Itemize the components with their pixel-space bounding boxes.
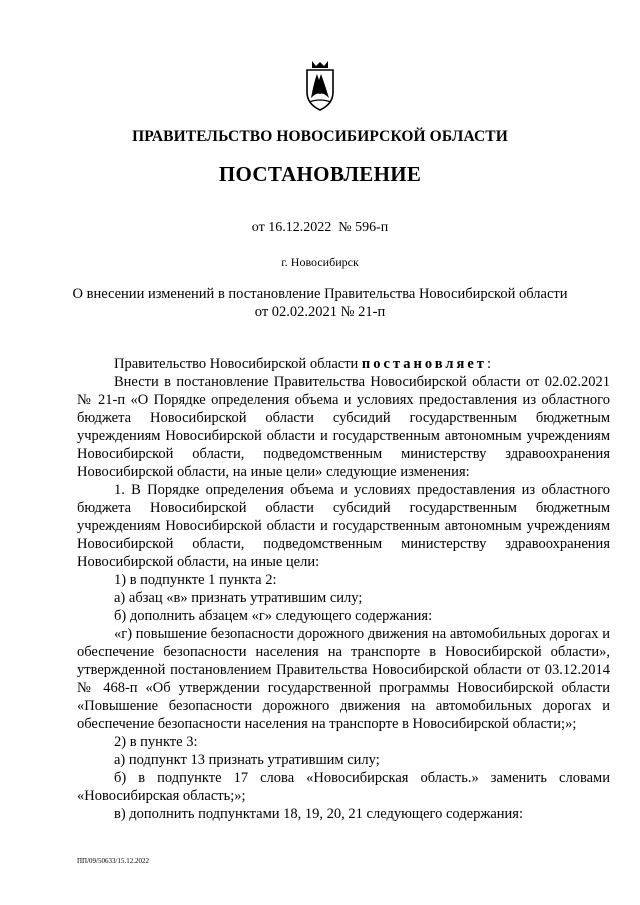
paragraph-text: : bbox=[486, 356, 491, 372]
title-line-1: О внесении изменений в постановление Правительства Новосибирской области bbox=[72, 286, 568, 302]
paragraph: б) дополнить абзацем «г» следующего содержания: bbox=[114, 608, 433, 624]
paragraph: а) подпункт 13 признать утратившим силу; bbox=[114, 752, 380, 768]
paragraph: а) абзац «в» признать утратившим силу; bbox=[114, 590, 363, 606]
document-date: 16.12.2022 bbox=[268, 220, 332, 235]
paragraph: в) дополнить подпунктами 18, 19, 20, 21 следующего содержания: bbox=[114, 806, 523, 822]
emphasized-word: постановляет bbox=[361, 356, 487, 372]
document-title bbox=[60, 285, 580, 321]
paragraph: б) в подпункте 17 слова «Новосибирская область.» заменить словами «Новосибирская область;»; bbox=[77, 770, 610, 804]
document-number: 596-п bbox=[355, 220, 389, 235]
document-body bbox=[77, 355, 610, 823]
footer-code: ПП/09/50633/15.12.2022 bbox=[77, 857, 149, 865]
organization-name: ПРАВИТЕЛЬСТВО НОВОСИБИРСКОЙ ОБЛАСТИ bbox=[132, 128, 508, 145]
document-type: ПОСТАНОВЛЕНИЕ bbox=[218, 162, 422, 186]
title-line-2: от 02.02.2021 № 21-п bbox=[254, 304, 386, 320]
paragraph bbox=[77, 355, 610, 373]
coat-of-arms-icon bbox=[303, 58, 337, 112]
number-separator: № bbox=[331, 220, 356, 235]
paragraph: «г) повышение безопасности дорожного движения на автомобильных дорогах и обеспечение безопасности населения на транспорте в Новосибирской области», утвержденной постановлением Правительства Новосибирской области от 03.12.2014 № 468-п «Об утверждении государственной программы Новосибирской области «Повышение безопасности дорожного движения на автомобильных дорогах и обеспечение безопасности населения на транспорте в Новосибирской области;»; bbox=[77, 626, 610, 732]
document-date-number bbox=[0, 220, 640, 236]
paragraph: 1) в подпункте 1 пункта 2: bbox=[114, 572, 277, 588]
date-prefix: от bbox=[251, 220, 269, 235]
paragraph: Внести в постановление Правительства Новосибирской области от 02.02.2021 № 21-п «О Порядке определения объема и условиях предоставления из областного бюджета Новосибирской области субсидий государственным бюджетным учреждениям Новосибирской области и государственным автономным учреждениям Новосибирской области, подведомственным министерству здравоохранения Новосибирской области, на иные цели» следующие изменения: bbox=[77, 374, 610, 480]
paragraph-text: Правительство Новосибирской области bbox=[114, 356, 362, 372]
paragraph: 2) в пункте 3: bbox=[114, 734, 198, 750]
city: г. Новосибирск bbox=[281, 255, 359, 269]
paragraph: 1. В Порядке определения объема и условиях предоставления из областного бюджета Новосибирской области субсидий государственным бюджетным учреждениям Новосибирской области и государственным автономным учреждениям Новосибирской области, подведомственным министерству здравоохранения Новосибирской области, на иные цели: bbox=[77, 482, 610, 570]
